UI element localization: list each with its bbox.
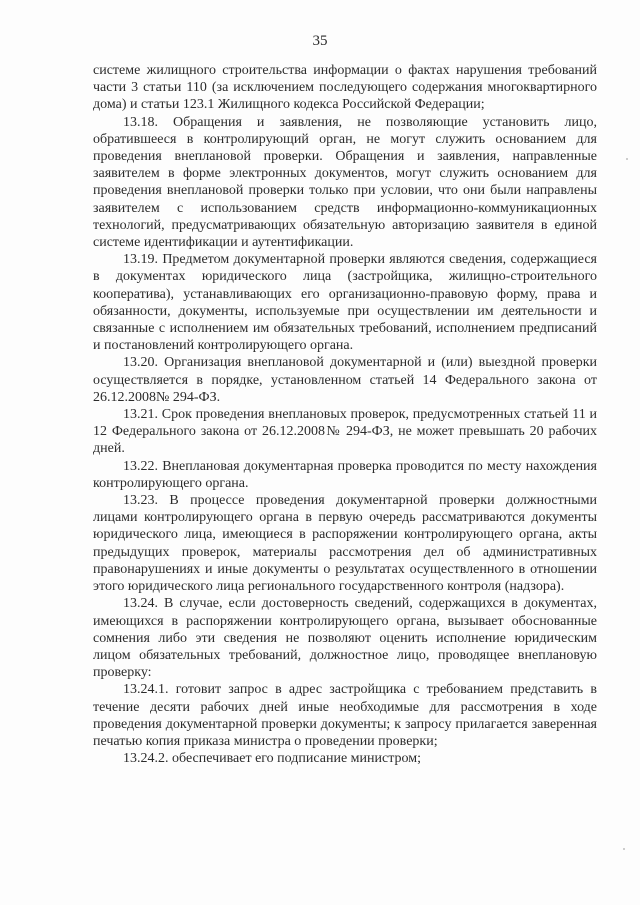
document-body bbox=[93, 62, 597, 767]
paragraph-13-24-2: 13.24.2. обеспечивает его подписание министром; bbox=[123, 751, 421, 767]
paragraph-13-23: 13.23. В процессе проведения документарной проверки должностными лицами контролирующего органа в первую очередь рассматриваются документы юридического лица, имеющиеся в распоряжении контролирующего органа, акты предыдущих проверок, материалы рассмотрения дел об административных правонарушениях и иные документы о результатах осуществленного в отношении этого юридического лица регионального государственного контроля (надзора). bbox=[93, 493, 597, 595]
scan-speck bbox=[623, 848, 625, 850]
paragraph-13-24-1: 13.24.1. готовит запрос в адрес застройщика с требованием представить в течение десяти рабочих дней иные необходимые для рассмотрения в ходе проведения документарной проверки документы; к запросу прилагается заверенная печатью копия приказа министра о проведении проверки; bbox=[93, 682, 597, 749]
paragraph-13-20: 13.20. Организация внеплановой документарной и (или) выездной проверки осуществляется в порядке, установленном статьей 14 Федерального закона от 26.12.2008№ 294-ФЗ. bbox=[93, 355, 597, 405]
paragraph-13-18: 13.18. Обращения и заявления, не позволяющие установить лицо, обратившееся в контролирующий орган, не могут служить основанием для проведения внеплановой проверки. Обращения и заявления, направленные заявителем в форме электронных документов, могут служить основанием для проведения внеплановой проверки только при условии, что они были направлены заявителем с использованием средств информационно-коммуникационных технологий, предусматривающих обязательную авторизацию заявителя в единой системе идентификации и аутентификации. bbox=[93, 114, 597, 251]
scan-speck bbox=[626, 158, 628, 160]
paragraph-13-24: 13.24. В случае, если достоверность сведений, содержащихся в документах, имеющихся в распоряжении контролирующего органа, вызывает обоснованные сомнения либо эти сведения не позволяют оценить исполнение юридическим лицом обязательных требований, должностное лицо, проводящее внеплановую проверку: bbox=[93, 596, 597, 681]
paragraph-13-22: 13.22. Внеплановая документарная проверка проводится по месту нахождения контролирующего органа. bbox=[93, 458, 597, 491]
paragraph-13-21: 13.21. Срок проведения внеплановых проверок, предусмотренных статьей 11 и 12 Федерального закона от 26.12.2008№ 294-ФЗ, не может превышать 20 рабочих дней. bbox=[93, 407, 597, 457]
page-number: 35 bbox=[312, 33, 328, 49]
paragraph-13-17-continuation: системе жилищного строительства информации о фактах нарушения требований части 3 статьи 110 (за исключением последующего содержания многоквартирного дома) и статьи 123.1 Жилищного кодекса Российской Федерации; bbox=[93, 63, 597, 113]
paragraph-13-19: 13.19. Предметом документарной проверки являются сведения, содержащиеся в документах юридического лица (застройщика, жилищно-строительного кооператива), устанавливающих его организационно-правовую форму, права и обязанности, документы, используемые при осуществлении им деятельности и связанные с исполнением им обязательных требований, исполнением предписаний и постановлений контролирующего органа. bbox=[93, 252, 597, 354]
